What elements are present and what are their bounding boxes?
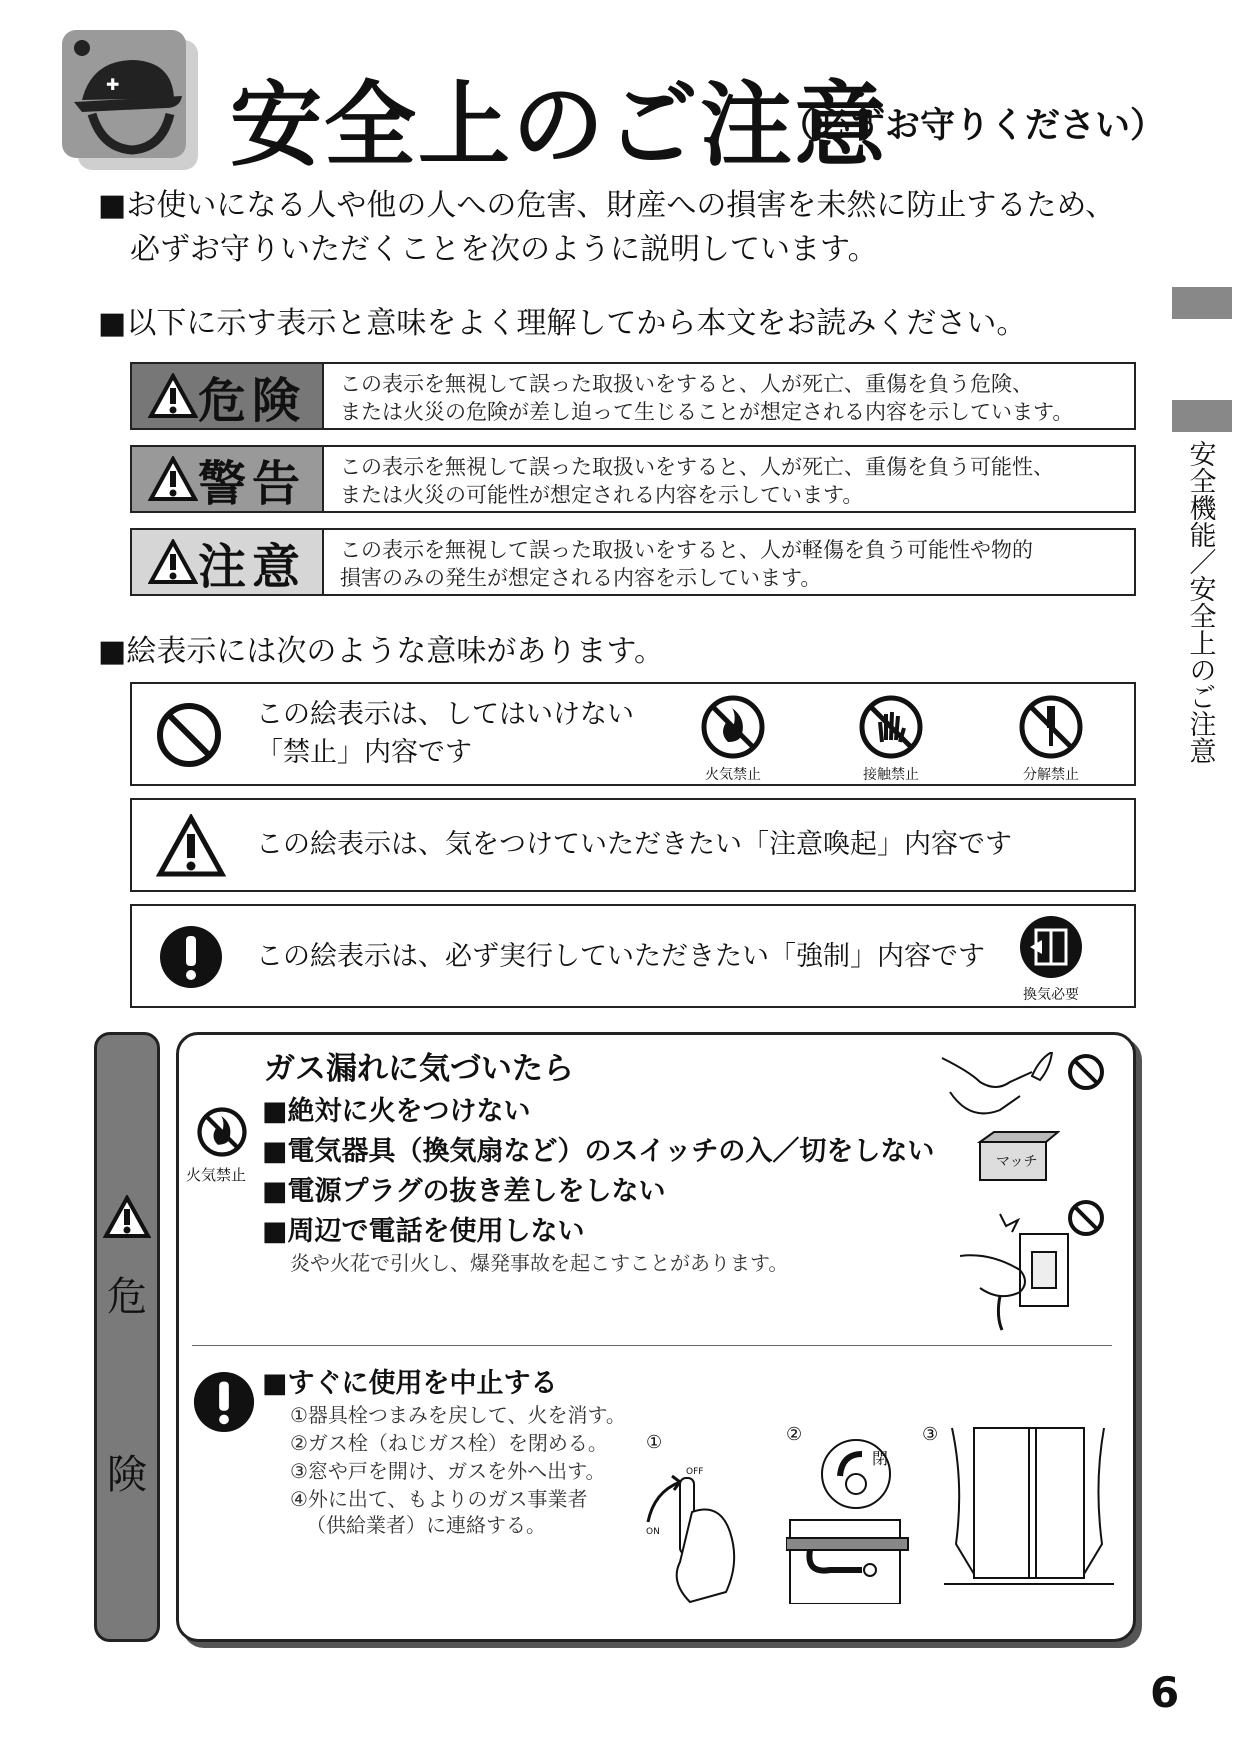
gas-leak-note: 炎や火花で引火し、爆発事故を起こすことがあります。 <box>290 1251 789 1275</box>
sign-caution-text: この絵表示は、気をつけていただきたい「注意喚起」内容です <box>256 829 1012 860</box>
prohibit-icon <box>1066 1052 1106 1092</box>
no-fire-icon <box>194 1104 250 1160</box>
intro-line-3: ■以下に示す表示と意味をよく理解してから本文をお読みください。 <box>98 306 1027 341</box>
valve-close-label: 閉 <box>872 1449 889 1468</box>
page-number: 6 <box>1150 1668 1180 1717</box>
level-box-danger <box>130 362 1136 430</box>
hand-striking-match-illustration <box>940 1052 1060 1182</box>
no-disassembly-caption: 分解禁止 <box>1023 767 1079 783</box>
gas-leak-heading: ガス漏れに気づいたら <box>264 1051 574 1087</box>
panel-divider <box>192 1345 1112 1346</box>
ventilation-icon <box>1018 914 1084 980</box>
stop-step: ④外に出て、もよりのガス事業者 <box>290 1487 588 1511</box>
level-box-warning <box>130 445 1136 513</box>
sign-box-caution <box>130 798 1136 892</box>
knob-off-label: OFF <box>686 1467 704 1477</box>
signs-heading: ■絵表示には次のような意味があります。 <box>98 634 664 669</box>
stop-step: ②ガス栓（ねじガス栓）を閉める。 <box>290 1431 608 1455</box>
side-tab-active <box>1172 400 1232 432</box>
open-window-illustration <box>944 1424 1114 1594</box>
knob-on-label: ON <box>646 1527 660 1537</box>
sidebar-section-label: 安全機能／安全上のご注意 <box>1184 440 1216 764</box>
warning-triangle-icon <box>148 539 198 585</box>
danger-column <box>94 1032 160 1642</box>
hand-plug-outlet-illustration <box>960 1206 1080 1336</box>
level-text-danger: この表示を無視して誤った取扱いをすると、人が死亡、重傷を負う危険、 または火災の危険が差し迫って生じることが想定される内容を示しています。 <box>340 372 1074 424</box>
mandatory-icon <box>192 1370 256 1434</box>
figure-number: ② <box>786 1424 803 1445</box>
warning-triangle-icon <box>103 1195 151 1239</box>
gas-valve-illustration <box>786 1434 916 1604</box>
gas-leak-item: ■周辺で電話を使用しない <box>262 1216 585 1247</box>
no-touch-caption: 接触禁止 <box>863 767 919 783</box>
no-touch-icon <box>858 694 924 760</box>
sign-box-prohibit <box>130 682 1136 786</box>
gas-leak-item: ■絶対に火をつけない <box>262 1096 531 1127</box>
gas-leak-item: ■電源プラグの抜き差しをしない <box>262 1176 666 1207</box>
figure-number: ③ <box>922 1424 939 1445</box>
warning-triangle-icon <box>148 456 198 502</box>
prohibit-icon <box>156 702 222 768</box>
danger-column-label-2: 険 <box>107 1452 147 1498</box>
side-tab <box>1172 287 1232 319</box>
danger-column-label-1: 危 <box>107 1274 147 1320</box>
match-box-label: マッチ <box>996 1154 1038 1170</box>
no-fire-icon <box>700 694 766 760</box>
no-fire-caption: 火気禁止 <box>705 767 761 783</box>
level-text-caution: この表示を無視して誤った取扱いをすると、人が軽傷を負う可能性や物的 損害のみの発生が想定される内容を示しています。 <box>340 538 1033 590</box>
stop-step: （供給業者）に連絡する。 <box>306 1513 546 1537</box>
svg-text:✚: ✚ <box>106 75 120 94</box>
page-title: 安全上のご注意 <box>230 71 889 179</box>
ventilation-caption: 換気必要 <box>1023 987 1079 1003</box>
level-label-warning: 警告 <box>132 447 324 511</box>
stop-step: ①器具栓つまみを戻して、火を消す。 <box>290 1403 626 1427</box>
caution-triangle-icon <box>156 814 226 878</box>
intro-line-1: ■お使いになる人や他の人への危害、財産への損害を未然に防止するため、 <box>98 188 1116 223</box>
sign-box-mandatory <box>130 904 1136 1008</box>
level-label-caution: 注意 <box>132 530 324 594</box>
no-disassembly-icon <box>1018 694 1084 760</box>
level-label-danger: 危険 <box>132 364 324 428</box>
burner-knob-illustration <box>640 1452 780 1612</box>
helmet-icon <box>62 30 202 175</box>
level-box-caution <box>130 528 1136 596</box>
figure-number: ① <box>646 1432 663 1453</box>
level-text-warning: この表示を無視して誤った取扱いをすると、人が死亡、重傷を負う可能性、 または火災の可能性が想定される内容を示しています。 <box>340 455 1054 507</box>
no-fire-caption: 火気禁止 <box>186 1166 247 1184</box>
warning-triangle-icon <box>148 373 198 419</box>
mandatory-icon <box>158 924 224 990</box>
page-subtitle: （必ずお守りください） <box>780 106 1166 146</box>
sign-mandatory-text: この絵表示は、必ず実行していただきたい「強制」内容です <box>256 941 985 972</box>
gas-leak-item: ■電気器具（換気扇など）のスイッチの入／切をしない <box>262 1136 935 1167</box>
sign-prohibit-text: この絵表示は、してはいけない 「禁止」内容です <box>256 699 634 768</box>
stop-step: ③窓や戸を開け、ガスを外へ出す。 <box>290 1459 606 1483</box>
stop-use-heading: ■すぐに使用を中止する <box>262 1368 558 1399</box>
intro-line-2: 必ずお守りいただくことを次のように説明しています。 <box>130 232 878 267</box>
